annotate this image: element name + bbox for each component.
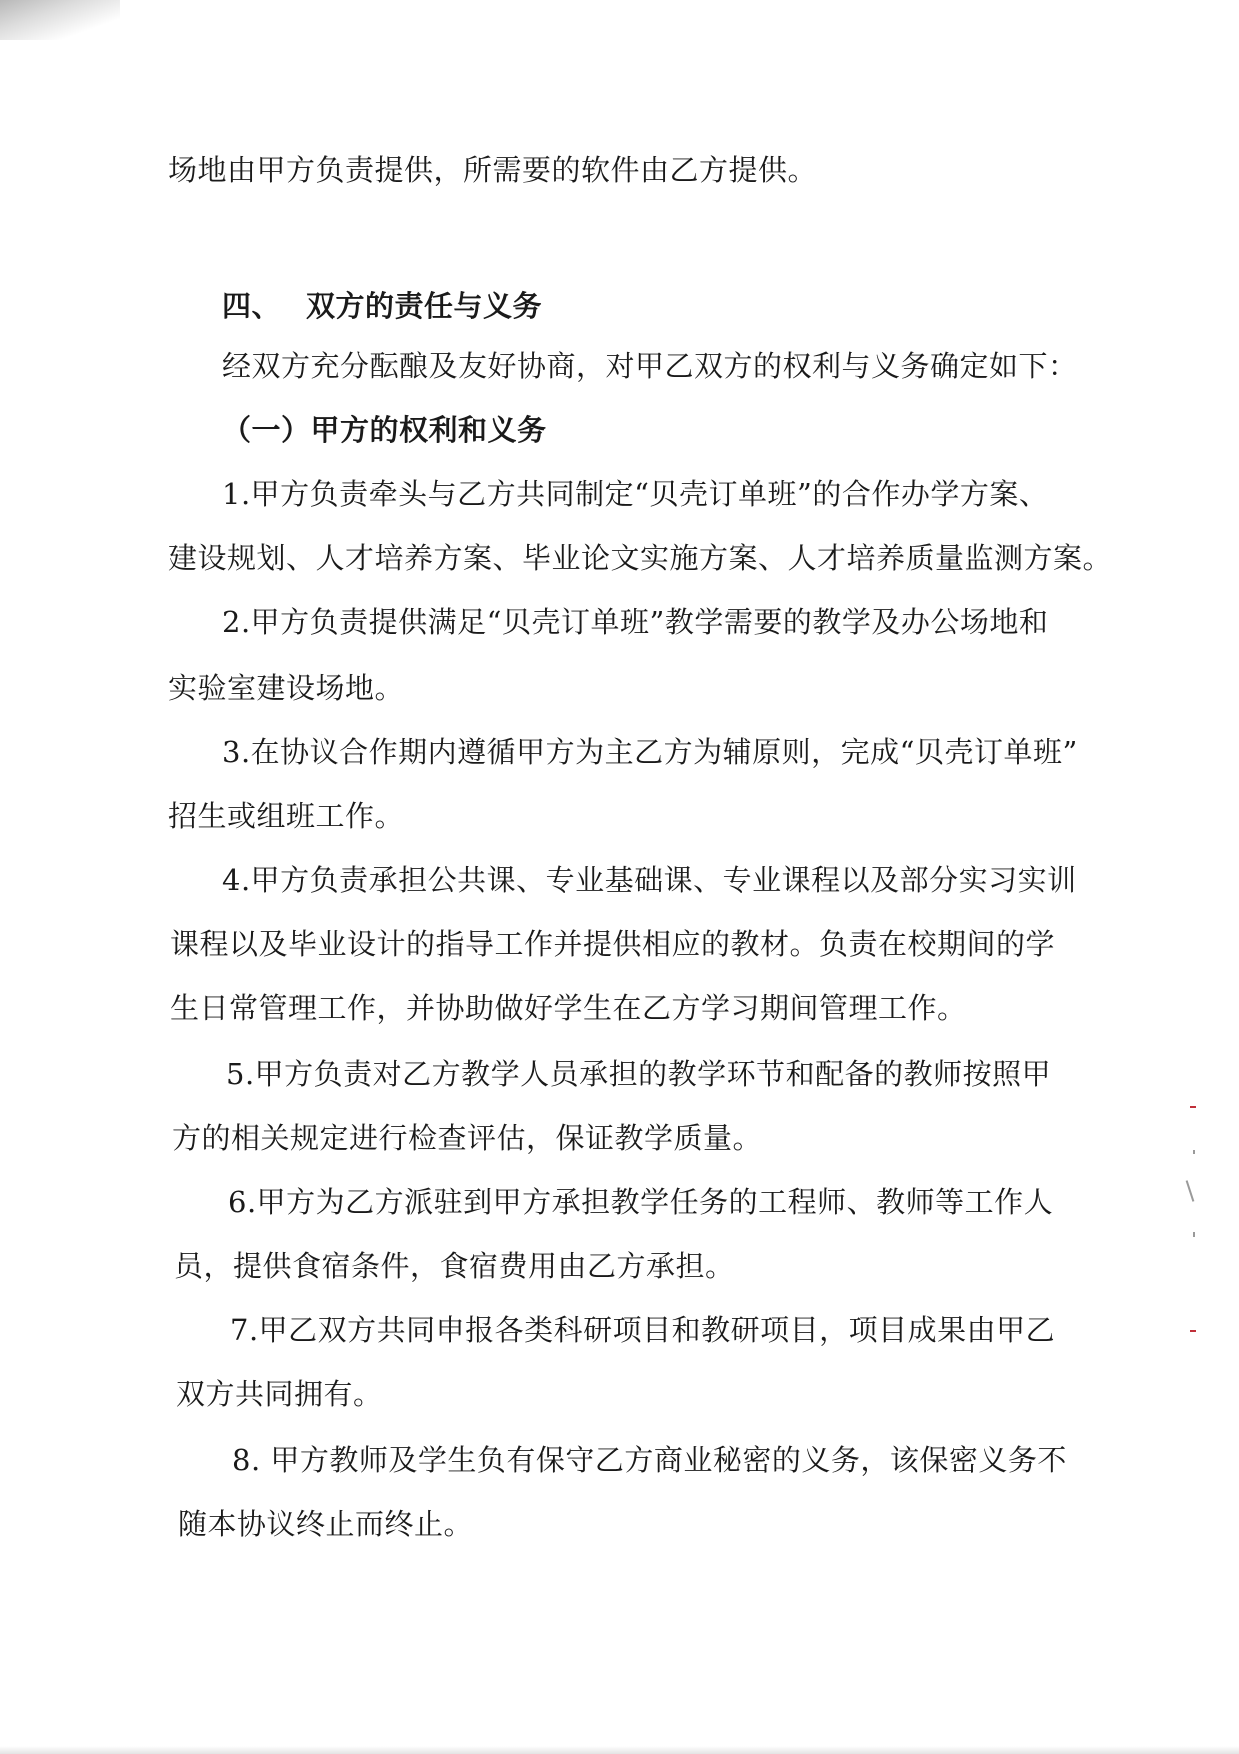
paragraph-line: 8. 甲方教师及学生负有保守乙方商业秘密的义务，该保密义务不	[232, 1443, 1067, 1477]
paragraph-line: 随本协议终止而终止。	[178, 1507, 474, 1541]
paragraph-line: 2.甲方负责提供满足“贝壳订单班”教学需要的教学及办公场地和	[222, 605, 1049, 639]
seal-fragment	[1190, 1330, 1196, 1332]
seal-fragment	[1193, 1150, 1195, 1154]
paragraph-line: 课程以及毕业设计的指导工作并提供相应的教材。负责在校期间的学	[170, 927, 1056, 961]
section-heading: 双方的责任与义务	[306, 289, 543, 323]
seal-fragment	[1190, 1106, 1196, 1108]
paragraph-line: 员，提供食宿条件，食宿费用由乙方承担。	[174, 1249, 735, 1283]
paragraph-line: 方的相关规定进行检查评估，保证教学质量。	[172, 1121, 763, 1155]
scan-corner-shadow	[0, 0, 120, 40]
paragraph-line: 3.在协议合作期内遵循甲方为主乙方为辅原则，完成“贝壳订单班”	[222, 735, 1078, 769]
scan-bottom-shadow	[0, 1746, 1239, 1754]
section-number: 四、	[222, 289, 282, 323]
paragraph-line: 7.甲乙双方共同申报各类科研项目和教研项目，项目成果由甲乙	[230, 1313, 1056, 1347]
paragraph-line: 招生或组班工作。	[168, 799, 405, 833]
paragraph-line: 建设规划、人才培养方案、毕业论文实施方案、人才培养质量监测方案。	[168, 541, 1113, 575]
paragraph-line: 1.甲方负责牵头与乙方共同制定“贝壳订单班”的合作办学方案、	[222, 477, 1049, 511]
paragraph-line: 5.甲方负责对乙方教学人员承担的教学环节和配备的教师按照甲	[226, 1057, 1052, 1091]
paragraph-line: 经双方充分酝酿及友好协商，对甲乙双方的权利与义务确定如下：	[222, 349, 1078, 383]
paragraph-line: 4.甲方负责承担公共课、专业基础课、专业课程以及部分实习实训	[222, 863, 1077, 897]
subsection-heading: （一）甲方的权利和义务	[222, 413, 547, 447]
paragraph-line: 实验室建设场地。	[168, 671, 405, 705]
paragraph-line: 生日常管理工作，并协助做好学生在乙方学习期间管理工作。	[170, 991, 967, 1025]
seal-fragment	[1186, 1180, 1195, 1202]
paragraph-line: 双方共同拥有。	[176, 1377, 383, 1411]
seal-fragment	[1193, 1232, 1195, 1237]
paragraph-line: 场地由甲方负责提供，所需要的软件由乙方提供。	[168, 153, 818, 187]
paragraph-line: 6.甲方为乙方派驻到甲方承担教学任务的工程师、教师等工作人	[228, 1185, 1054, 1219]
